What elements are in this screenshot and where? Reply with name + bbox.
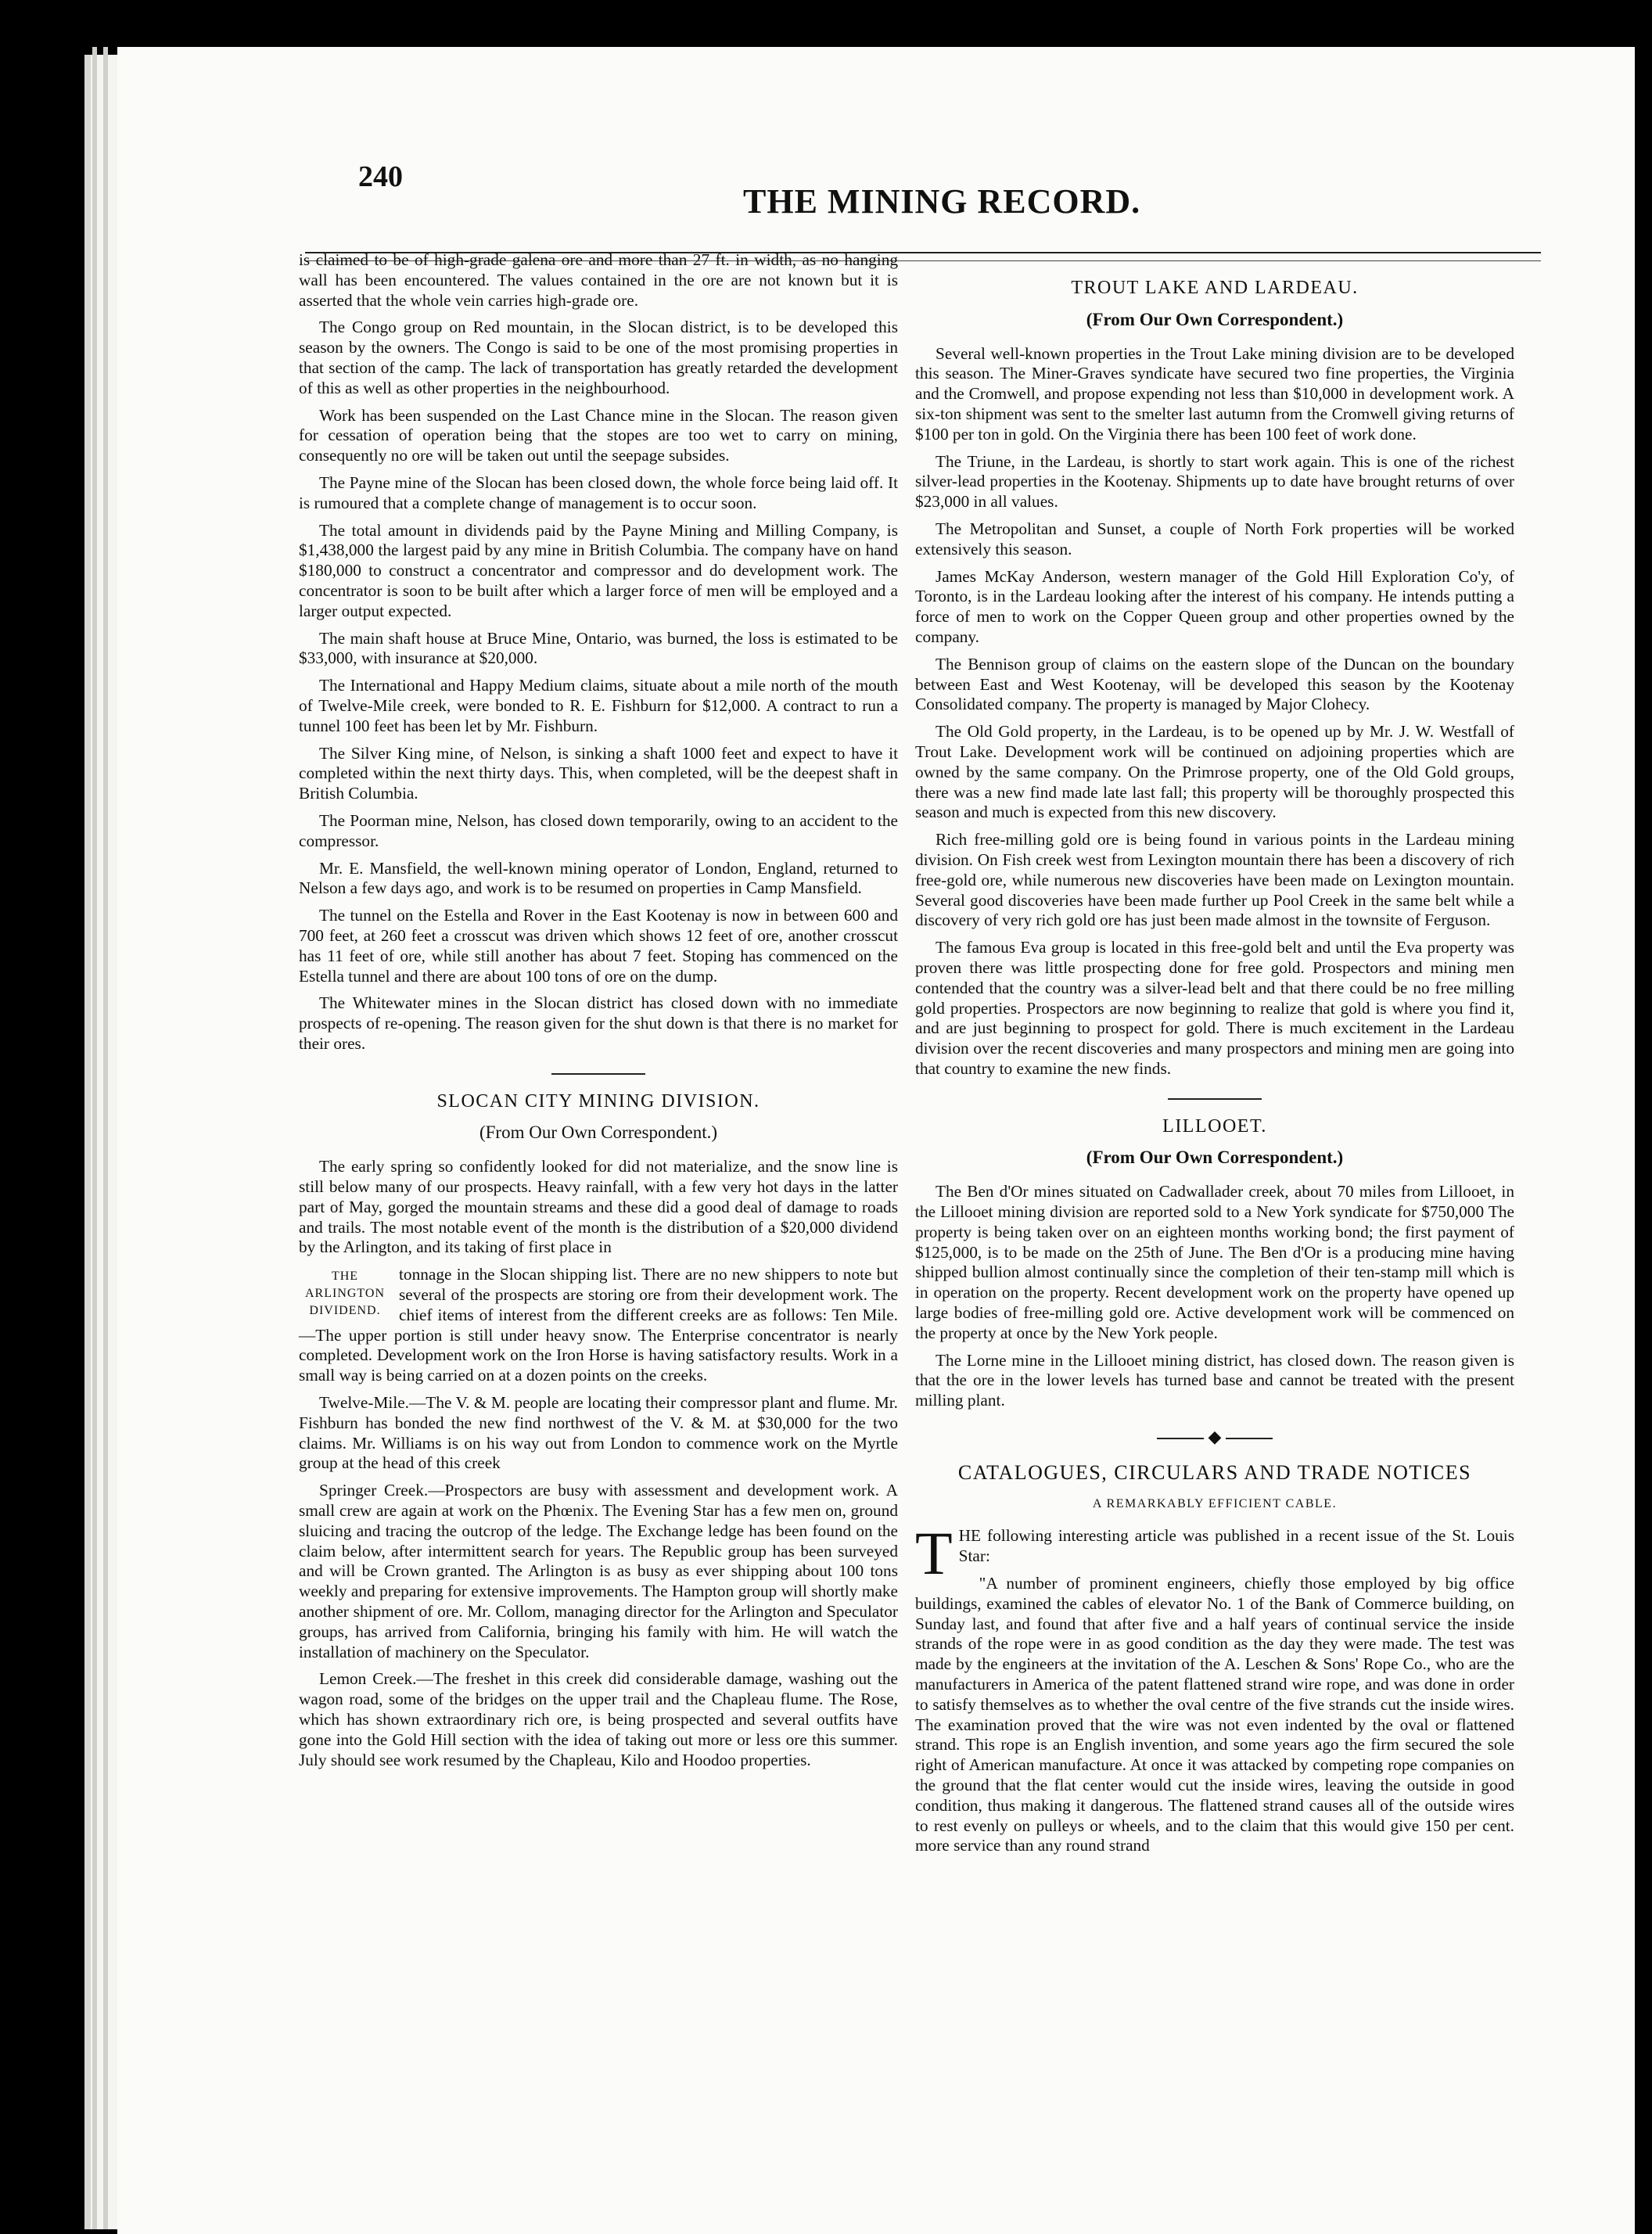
paragraph: The Payne mine of the Slocan has been closed down, the whole force being laid off. It is rumoured that a complete change of management is to occur soon. — [299, 472, 898, 512]
paragraph: The famous Eva group is located in this free-gold belt and until the Eva property was proven there was little prospecting done for free gold. Prospectors and mining men contended that the country was a silver-lead belt and that there could be no free milling gold properties. Prospectors are now beginning to realize that gold is where you find it, and are just beginning to prospect for gold. There is much excitement in the Lardeau division over the recent discoveries and many prospectors and mining men are going into that country to examine the new finds. — [915, 938, 1514, 1078]
article-subtitle: A REMARKABLY EFFICIENT CABLE. — [1092, 1496, 1338, 1510]
side-heading: THE ARLINGTON DIVIDEND. — [304, 1270, 386, 1318]
paragraph: The Triune, in the Lardeau, is shortly to start work again. This is one of the richest silver-lead properties in the Kootenay. Shipments up to date have brought returns of over $23,000 in all values. — [915, 451, 1514, 512]
paragraph: The Poorman mine, Nelson, has closed down temporarily, owing to an accident to the compressor. — [299, 810, 898, 850]
section-title: LILLOOET. — [1162, 1115, 1267, 1137]
paragraph: Mr. E. Mansfield, the well-known mining operator of London, England, returned to Nelson a few days ago, and work is to be resumed on properties in Camp Mansfield. — [299, 858, 898, 898]
paragraph: The Old Gold property, in the Lardeau, is to be opened up by Mr. J. W. Westfall of Trout Lake. Development work will be continued on adjoining properties which are owned by the same company. On the Primrose property, one of the Old Gold groups, there was a new find made late last fall; this property will be thoroughly prospected this season and much is expected from this new discovery. — [915, 722, 1514, 822]
paragraph: The International and Happy Medium claims, situate about a mile north of the mouth of Twelve-Mile creek, were bonded to R. E. Fishburn for $12,000. A contract to run a tunnel 100 feet has been let by Mr. Fishburn. — [299, 676, 898, 735]
paragraph: The Metropolitan and Sunset, a couple of North Fork properties will be worked extensively this season. — [915, 519, 1514, 558]
drop-cap: T — [915, 1519, 953, 1588]
paragraph: The tunnel on the Estella and Rover in the East Kootenay is now in between 600 and 700 feet, at 260 feet a crosscut was driven which shows 12 feet of ore, another crosscut has 11 feet of ore, while still another has about 7 feet. Stoping has commenced on the Estella tunnel and there are about 100 tons of ore on the dump. — [299, 906, 898, 986]
section-subtitle: (From Our Own Correspondent.) — [1086, 1148, 1344, 1168]
paragraph: The Congo group on Red mountain, in the Slocan district, is to be developed this season by the owners. The Congo is said to be one of the most promising properties in that section of the camp. The lack of transportation has greatly retarded the development of this as well as other properties in the neighbourhood. — [299, 318, 898, 397]
running-title: THE MINING RECORD. — [743, 182, 1141, 221]
paragraph: Rich free-milling gold ore is being found in various points in the Lardeau mining division. On Fish creek west from Lexington mountain there has been a discovery of rich free-gold ore, while numerous new discoveries have been made on Lexington mountain. Several good discoveries have been made further up Pool Creek in the same belt while a discovery of very rich gold ore has just been made almost in the townsite of Ferguson. — [915, 830, 1514, 930]
paragraph: The early spring so confidently looked for did not materialize, and the snow line is still below many of our prospects. Heavy rainfall, with a few very hot days in the latter part of May, gorged the mountain streams and these did a good deal of damage to roads and trails. The most notable event of the month is the distribution of a $20,000 dividend by the Arlington, and its taking of first place in — [299, 1157, 898, 1257]
section-title: TROUT LAKE AND LARDEAU. — [1071, 278, 1359, 298]
paragraph: The Silver King mine, of Nelson, is sinking a shaft 1000 feet and expect to have it completed within the next thirty days. This, when completed, will be the deepest shaft in British Columbia. — [299, 743, 898, 803]
paragraph: HE following interesting article was published in a recent issue of the St. Louis Star: — [958, 1526, 1514, 1566]
paragraph: "A number of prominent engineers, chiefly those employed by big office buildings, examined the cables of elevator No. 1 of the Bank of Commerce building, on Sunday last, and found that after five and a half years of continual service the inside strands of the rope were in as good condition as the day they were made. The test was made by the engineers at the invitation of the A. Leschen & Sons' Rope Co., who are the manufacturers in America of the patent flattened strand wire rope, and was done in order to satisfy themselves as to whether the oval centre of the five strands cut the inside wires. The examination proved that the wire was not even indented by the oval or flattened strand. This rope is an English invention, and some years ago the firm secured the sole right of American manufacture. At once it was attacked by competing rope companies on the ground that the flat center would cut the inside wires, leaving the outside in good condition, thus making it dangerous. The flattened strand causes all of the outside wires to rest evenly on pulleys or wheels, and to the claim that this would give 150 per cent. more service than any round strand — [915, 1574, 1514, 1855]
paragraph: is claimed to be of high-grade galena ore and more than 27 ft. in width, as no hanging wall has been encountered. The values contained in the ore are not known but it is asserted that the whole vein carries high-grade ore. — [299, 250, 898, 310]
section-title: SLOCAN CITY MINING DIVISION. — [436, 1090, 760, 1112]
section-title: CATALOGUES, CIRCULARS AND TRADE NOTICES — [957, 1460, 1472, 1484]
paragraph: Lemon Creek.—The freshet in this creek did considerable damage, washing out the wagon road, some of the bridges on the upper trail and the Chapleau flume. The Rose, which has shown extraordinary rich ore, is being prospected and several outfits have gone into the Gold Hill section with the idea of taking out more or less ore this summer. July should see work resumed by the Chapleau, Kilo and Hoodoo properties. — [299, 1669, 898, 1769]
paragraph: The Lorne mine in the Lillooet mining district, has closed down. The reason given is that the ore in the lower levels has turned base and cannot be treated with the present milling plant. — [915, 1350, 1514, 1410]
paragraph: The Bennison group of claims on the eastern slope of the Duncan on the boundary between East and West Kootenay, will be developed this season by the Kootenay Consolidated company. The property is managed by Major Clohecy. — [915, 654, 1514, 714]
paragraph: James McKay Anderson, western manager of the Gold Hill Exploration Co'y, of Toronto, is in the Lardeau looking after the interest of his company. He intends putting a force of men to work on the Copper Queen group and other properties owned by the company. — [915, 566, 1514, 646]
paragraph: The Whitewater mines in the Slocan district has closed down with no immediate prospects of re-opening. The reason given for the shut down is that there is no market for their ores. — [299, 993, 898, 1053]
section-divider — [551, 1073, 645, 1075]
section-subtitle: (From Our Own Correspondent.) — [1086, 309, 1344, 329]
section-divider — [1168, 1098, 1262, 1100]
paragraph: The Ben d'Or mines situated on Cadwallader creek, about 70 miles from Lillooet, in the Lillooet mining division are reported sold to a New York syndicate for $750,000 The property is being taken over on an eighteen months working bond; the first payment of $125,000, is to be made on the 25th of June. The Ben d'Or is a producing mine having shipped bullion almost continually since the completion of their ten-stamp mill which is in operation on the property. Recent development work on the property have opened up large bodies of free-milling gold ore. Active development work will be commenced on the property at once by the New York people. — [915, 1182, 1514, 1342]
paragraph: tonnage in the Slocan shipping list. There are no new shippers to note but several of the prospects are storing ore from their development work. The chief items of interest from the different creeks are as follows: Ten Mile.—The upper portion is still under heavy snow. The Enterprise concentrator is nearly completed. Development work on the Iron Horse is having satisfactory results. Work in a small way is being carried on at a dozen points on the creeks. — [299, 1265, 898, 1385]
right-column — [915, 250, 1514, 1863]
paragraph: The total amount in dividends paid by the Payne Mining and Milling Company, is $1,438,000 the largest paid by any mine in British Columbia. The company have on hand $180,000 to construct a concentrator and compressor and do development work. The concentrator is soon to be built after which a larger force of men will be employed and a larger output expected. — [299, 520, 898, 620]
paragraph: The main shaft house at Bruce Mine, Ontario, was burned, the loss is estimated to be $33,000, with insurance at $20,000. — [299, 628, 898, 668]
page-edge — [92, 47, 97, 2229]
left-column — [299, 250, 898, 1777]
diamond-icon: ◆ — [1204, 1427, 1226, 1447]
page-edge — [103, 47, 108, 2229]
paragraph: Work has been suspended on the Last Chance mine in the Slocan. The reason given for cessation of operation being that the stopes are too wet to carry on mining, consequently no ore will be taken out until the seepage subsides. — [299, 405, 898, 465]
ornament-divider — [915, 1427, 1514, 1447]
section-subtitle: (From Our Own Correspondent.) — [479, 1122, 718, 1143]
paragraph: Springer Creek.—Prospectors are busy with assessment and development work. A small crew are again at work on the Phœnix. The Evening Star has a few men on, ground sluicing and tracing the outcrop of the ledge. The Exchange ledge has been found on the claim below, after intermittent search for years. The Republic group has been surveyed and will be Crown granted. The Arlington is as busy as ever shipping about 100 tons weekly and preparing for extensive improvements. The Hampton group will shortly make another shipment of ore. Mr. Collom, managing director for the Arlington and Speculator groups, has arrived from California, bringing his family with him. He will watch the installation of machinery on the Speculator. — [299, 1481, 898, 1661]
paragraph: Twelve-Mile.—The V. & M. people are locating their compressor plant and flume. Mr. Fishburn has bonded the new find northwest of the V. & M. at $30,000 for the two claims. Mr. Williams is on his way out from London to commence work on the Myrtle group at the head of this creek — [299, 1393, 898, 1473]
page-number: 240 — [358, 160, 403, 193]
paragraph: Several well-known properties in the Trout Lake mining division are to be developed this season. The Miner-Graves syndicate have secured two fine properties, the Virginia and the Cromwell, and propose expending not less than $10,000 in development work. A six-ton shipment was sent to the smelter last autumn from the Cromwell giving returns of $100 per ton in gold. On the Virginia there has been 100 feet of work done. — [915, 343, 1514, 444]
